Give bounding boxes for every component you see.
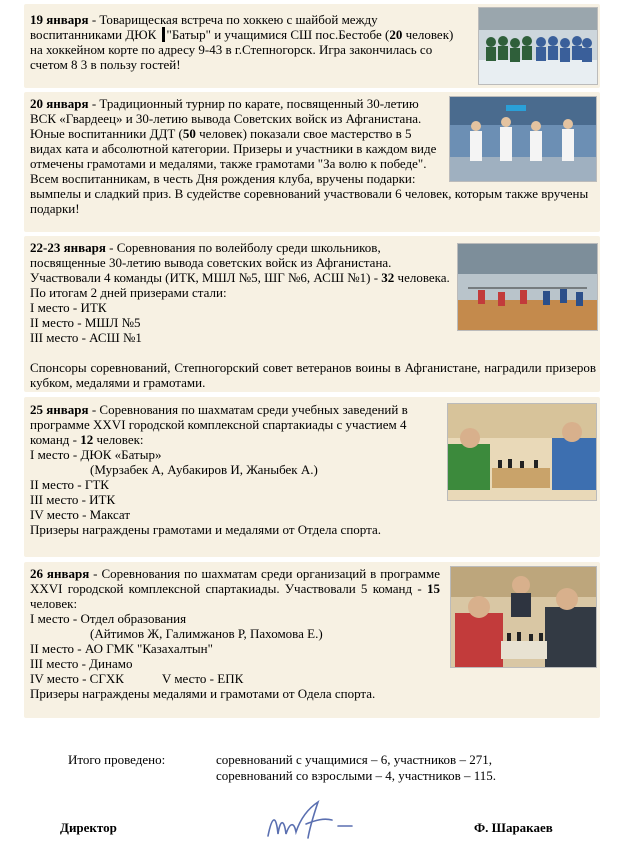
place-item: III место - Динамо: [30, 656, 133, 671]
place-item: IV место - Максат: [30, 507, 131, 522]
place-item: II место - ГТК: [30, 477, 109, 492]
place-item: II место - АО ГМК "Казахалтын": [30, 641, 213, 656]
karate-photo: [449, 96, 597, 182]
place-item: I место - ДЮК «Батыр»: [30, 447, 162, 462]
director-name: Ф. Шаракаев: [474, 820, 553, 835]
event-closing-volleyball: Спонсоры соревнований, Степногорский совет ветеранов воины в Афганистане, наградили призеров кубком, медалями и грамотами.: [30, 360, 596, 390]
summary-line-adults: соревнований со взрослыми – 4, участников – 115.: [216, 768, 497, 783]
event-text-chess-students: 25 января - Соревнования по шахматам среди учебных заведений в программе XXVI городской комплексной спартакиады с участием 4 команд - 12 человек: I место - ДЮК «Батыр» (Мурзабек А, Аубакиров И, Жаныбек А.) II место - ГТК III место - ИТК IV место - Максат Призеры награждены грамотами и медалями от Отдела спорта.: [30, 402, 430, 537]
place-item: III место - АСШ №1: [30, 330, 142, 345]
place-item: I место - Отдел образования: [30, 611, 187, 626]
event-closing: Призеры награждены медалями и грамотами от Одела спорта.: [30, 686, 376, 701]
event-text-chess-adults: 26 января - Соревнования по шахматам среди организаций в программе XXVI городской комплексной спартакиады. Участвовали 5 команд - 15 человек: I место - Отдел образования (Айтимов Ж, Галимжанов Р, Пахомова Е.) II место - АО ГМК "Казахалтын" III место - Динамо IV место - СГХК V место - ЕПК Призеры награждены медалями и грамотами от Одела спорта.: [30, 566, 441, 701]
summary-label: Итого проведено:: [68, 752, 166, 767]
event-closing: Призеры награждены грамотами и медалями от Отдела спорта.: [30, 522, 381, 537]
event-text-karate: 20 января - Традиционный турнир по карате, посвященный 30-летию ВСК «Гвардеец» и 30-летию вывода Советских войск из Афганистана. Юные воспитанники ДДТ (50 человек) показали свое мастерство в 5 видах ката и абсолютной категории. Призеры и участники в каждом виде отмечены грамотами и медалями, также грамотами "За волю к победе". Всем воспитанникам, в честь Дня рождения клуба, вручены подарки: вымпелы и сладкий приз. В судействе соревнований участвовали 6 человек, которым также вручены подарки!: [30, 96, 589, 216]
place-item: III место - ИТК: [30, 492, 116, 507]
place-item: II место - МШЛ №5: [30, 315, 141, 330]
event-text-hockey: 19 января - Товарищеская встреча по хоккею с шайбой между воспитанниками ДЮК "Батыр" и учащимися СШ пос.Бестобе (20 человек) на хоккейном корте по адресу 9-43 в г.Степногорск. Игра закончилась со счетом 8 3 в пользу гостей!: [30, 12, 454, 72]
chess-adults-photo: [450, 566, 597, 668]
handwritten-signature: [262, 796, 358, 844]
director-title: Директор: [60, 820, 117, 835]
event-date: 19 января: [30, 12, 89, 27]
place-item: I место - ИТК: [30, 300, 107, 315]
place-item: IV место - СГХК V место - ЕПК: [30, 671, 244, 686]
event-text-volleyball: 22-23 января - Соревнования по волейболу среди школьников, посвященные 30-летию вывода советских войск из Афганистана. Участвовали 4 команды (ИТК, МШЛ №5, ШГ №6, АСШ №1) - 32 человека. По итогам 2 дней призерами стали: I место - ИТК II место - МШЛ №5 III место - АСШ №1: [30, 240, 450, 345]
volleyball-photo: [457, 243, 598, 331]
hockey-team-photo: [478, 7, 598, 85]
team-members: (Айтимов Ж, Галимжанов Р, Пахомова Е.): [90, 626, 323, 641]
summary-line-students: соревнований с учащимися – 6, участников – 271,: [216, 752, 492, 767]
chess-students-photo: [447, 403, 597, 501]
team-members: (Мурзабек А, Аубакиров И, Жаныбек А.): [90, 462, 318, 477]
